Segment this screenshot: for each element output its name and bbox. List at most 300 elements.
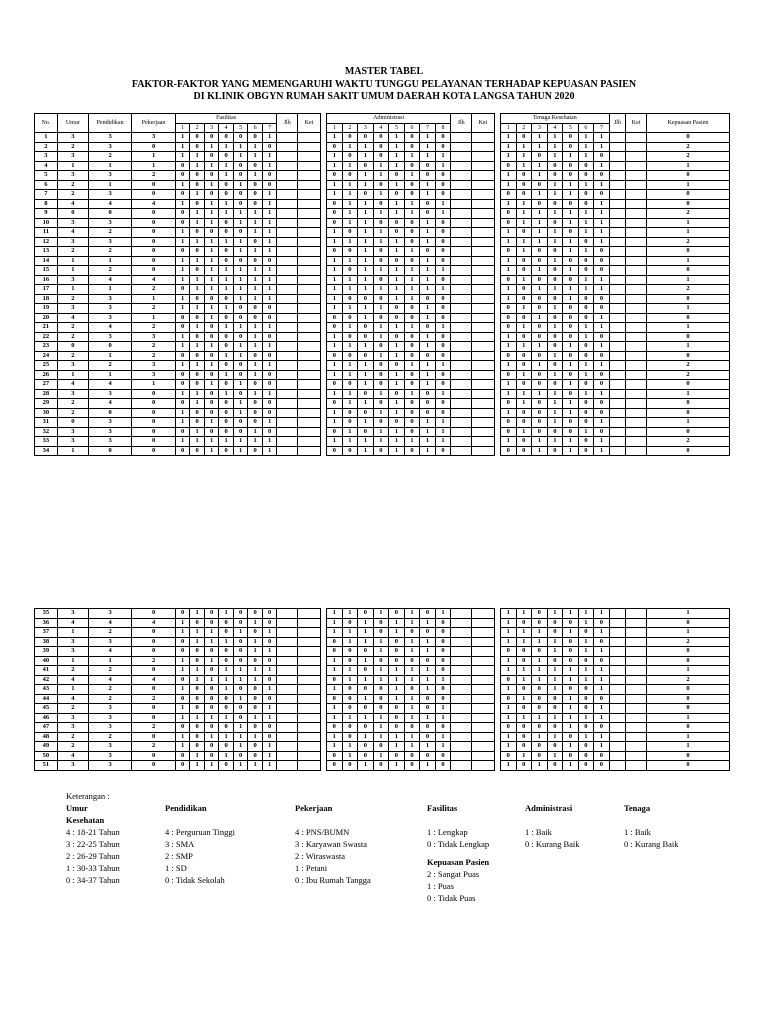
cell-fasilitas: 1 xyxy=(204,199,219,209)
cell-administrasi: 1 xyxy=(342,751,358,761)
cell-kepuasan-pasien: 0 xyxy=(646,408,729,418)
cell-fasilitas: 1 xyxy=(219,637,234,647)
cell-pekerjaan: 0 xyxy=(132,628,176,638)
cell-tenaga-kesehatan: 0 xyxy=(594,656,610,666)
cell-fasilitas: 1 xyxy=(248,437,263,447)
cell-ket xyxy=(472,237,495,247)
cell-ket xyxy=(626,427,647,437)
cell-ket xyxy=(626,133,647,143)
cell-fasilitas: 1 xyxy=(233,446,248,456)
cell-umur: 2 xyxy=(57,142,88,152)
table-row xyxy=(35,761,730,771)
cell-administrasi: 1 xyxy=(420,761,436,771)
cell-tenaga-kesehatan: 1 xyxy=(532,209,548,219)
cell-fasilitas: 0 xyxy=(175,323,190,333)
cell-fasilitas: 1 xyxy=(233,294,248,304)
cell-tenaga-kesehatan: 0 xyxy=(516,723,532,733)
cell-fasilitas: 1 xyxy=(204,380,219,390)
cell-administrasi: 1 xyxy=(389,351,405,361)
cell-fasilitas: 0 xyxy=(190,723,205,733)
cell-tenaga-kesehatan: 0 xyxy=(594,408,610,418)
cell-tenaga-kesehatan: 0 xyxy=(500,351,516,361)
cell-fasilitas: 1 xyxy=(175,256,190,266)
cell-fasilitas: 1 xyxy=(233,275,248,285)
cell-pekerjaan: 0 xyxy=(132,446,176,456)
cell-administrasi: 0 xyxy=(389,389,405,399)
cell-fasilitas: 1 xyxy=(219,351,234,361)
cell-tenaga-kesehatan: 1 xyxy=(532,342,548,352)
cell-administrasi: 1 xyxy=(373,609,389,619)
table-row xyxy=(35,647,730,657)
cell-no: 29 xyxy=(35,399,58,409)
table-row xyxy=(35,218,730,228)
cell-fasilitas: 1 xyxy=(175,237,190,247)
cell-kepuasan-pasien: 0 xyxy=(646,171,729,181)
cell-fasilitas: 0 xyxy=(204,742,219,752)
cell-kepuasan-pasien: 1 xyxy=(646,275,729,285)
cell-fasilitas: 0 xyxy=(204,152,219,162)
cell-tenaga-kesehatan: 1 xyxy=(532,266,548,276)
cell-jlh xyxy=(451,427,472,437)
cell-tenaga-kesehatan: 1 xyxy=(563,723,579,733)
legend-administrasi xyxy=(525,802,620,850)
cell-ket xyxy=(472,266,495,276)
cell-tenaga-kesehatan: 0 xyxy=(516,685,532,695)
cell-tenaga-kesehatan: 0 xyxy=(578,256,594,266)
cell-tenaga-kesehatan: 0 xyxy=(578,723,594,733)
cell-no: 48 xyxy=(35,732,58,742)
cell-jlh xyxy=(451,256,472,266)
table-row xyxy=(35,418,730,428)
cell-pekerjaan: 0 xyxy=(132,389,176,399)
cell-fasilitas: 0 xyxy=(175,675,190,685)
legend-pendidikan xyxy=(165,802,285,886)
cell-jlh xyxy=(277,399,298,409)
cell-administrasi: 0 xyxy=(342,171,358,181)
cell-tenaga-kesehatan: 1 xyxy=(563,446,579,456)
header-item-number: 5 xyxy=(389,123,405,133)
cell-administrasi: 0 xyxy=(327,637,343,647)
cell-ket xyxy=(471,618,494,628)
table-row xyxy=(35,751,730,761)
cell-fasilitas: 1 xyxy=(175,732,190,742)
cell-administrasi: 1 xyxy=(327,666,343,676)
cell-administrasi: 0 xyxy=(389,723,405,733)
cell-tenaga-kesehatan: 1 xyxy=(563,742,579,752)
cell-tenaga-kesehatan: 0 xyxy=(563,751,579,761)
cell-administrasi: 1 xyxy=(342,628,358,638)
cell-tenaga-kesehatan: 1 xyxy=(532,228,548,238)
cell-fasilitas: 0 xyxy=(248,380,263,390)
cell-administrasi: 0 xyxy=(342,685,358,695)
cell-administrasi: 1 xyxy=(404,637,420,647)
cell-kepuasan-pasien: 2 xyxy=(646,370,729,380)
cell-fasilitas: 0 xyxy=(233,190,248,200)
cell-fasilitas: 1 xyxy=(233,180,248,190)
cell-jlh xyxy=(609,332,626,342)
cell-tenaga-kesehatan: 0 xyxy=(578,704,594,714)
cell-administrasi: 1 xyxy=(358,418,374,428)
cell-kepuasan-pasien: 0 xyxy=(646,266,729,276)
cell-administrasi: 1 xyxy=(389,152,405,162)
cell-tenaga-kesehatan: 0 xyxy=(516,285,532,295)
cell-no: 24 xyxy=(35,351,58,361)
cell-tenaga-kesehatan: 1 xyxy=(578,609,594,619)
cell-umur: 3 xyxy=(57,723,88,733)
cell-pekerjaan: 3 xyxy=(132,133,176,143)
cell-administrasi: 1 xyxy=(389,285,405,295)
cell-ket xyxy=(626,361,647,371)
cell-ket xyxy=(626,732,647,742)
cell-pekerjaan: 2 xyxy=(132,723,176,733)
cell-no: 13 xyxy=(35,247,58,257)
cell-ket xyxy=(298,628,321,638)
cell-jlh xyxy=(451,237,472,247)
cell-tenaga-kesehatan: 1 xyxy=(563,361,579,371)
cell-tenaga-kesehatan: 0 xyxy=(516,133,532,143)
cell-administrasi: 0 xyxy=(327,761,343,771)
cell-umur: 4 xyxy=(57,618,88,628)
cell-administrasi: 0 xyxy=(358,408,374,418)
legend-umur xyxy=(66,802,166,886)
cell-tenaga-kesehatan: 0 xyxy=(516,294,532,304)
cell-ket xyxy=(472,256,495,266)
cell-tenaga-kesehatan: 0 xyxy=(532,694,548,704)
header-item-number: 2 xyxy=(342,123,358,133)
cell-fasilitas: 1 xyxy=(219,370,234,380)
cell-jlh xyxy=(451,418,472,428)
cell-jlh xyxy=(451,618,472,628)
cell-jlh xyxy=(277,313,298,323)
cell-jlh xyxy=(609,408,626,418)
cell-administrasi: 0 xyxy=(435,408,451,418)
cell-jlh xyxy=(277,342,298,352)
cell-jlh xyxy=(277,209,298,219)
cell-ket xyxy=(298,199,321,209)
cell-fasilitas: 1 xyxy=(219,161,234,171)
table-row xyxy=(35,713,730,723)
cell-tenaga-kesehatan: 0 xyxy=(594,247,610,257)
legend-umur-title: Umur xyxy=(66,803,88,813)
cell-administrasi: 1 xyxy=(358,380,374,390)
cell-fasilitas: 0 xyxy=(248,704,263,714)
cell-fasilitas: 1 xyxy=(248,332,263,342)
cell-tenaga-kesehatan: 0 xyxy=(563,323,579,333)
cell-jlh xyxy=(277,323,298,333)
cell-administrasi: 0 xyxy=(404,418,420,428)
cell-administrasi: 1 xyxy=(358,152,374,162)
cell-administrasi: 0 xyxy=(373,142,389,152)
cell-jlh xyxy=(277,237,298,247)
cell-ket xyxy=(626,618,647,628)
cell-tenaga-kesehatan: 1 xyxy=(500,685,516,695)
cell-jlh xyxy=(277,304,298,314)
cell-tenaga-kesehatan: 1 xyxy=(578,427,594,437)
table-row xyxy=(35,199,730,209)
cell-administrasi: 0 xyxy=(342,133,358,143)
cell-tenaga-kesehatan: 1 xyxy=(547,152,563,162)
cell-fasilitas: 0 xyxy=(219,723,234,733)
cell-tenaga-kesehatan: 1 xyxy=(516,609,532,619)
cell-jlh xyxy=(609,304,626,314)
cell-administrasi: 1 xyxy=(373,389,389,399)
cell-administrasi: 1 xyxy=(435,437,451,447)
cell-ket xyxy=(626,389,647,399)
cell-fasilitas: 0 xyxy=(248,313,263,323)
header-item-number: 2 xyxy=(190,123,205,133)
cell-administrasi: 1 xyxy=(389,342,405,352)
cell-tenaga-kesehatan: 0 xyxy=(578,190,594,200)
cell-tenaga-kesehatan: 0 xyxy=(578,685,594,695)
cell-administrasi: 0 xyxy=(389,637,405,647)
cell-administrasi: 1 xyxy=(373,437,389,447)
cell-administrasi: 1 xyxy=(404,389,420,399)
cell-tenaga-kesehatan: 0 xyxy=(532,742,548,752)
cell-ket xyxy=(472,285,495,295)
cell-jlh xyxy=(609,399,626,409)
cell-jlh xyxy=(609,618,626,628)
cell-umur: 2 xyxy=(57,408,88,418)
cell-administrasi: 1 xyxy=(358,171,374,181)
cell-administrasi: 0 xyxy=(420,408,436,418)
cell-administrasi: 1 xyxy=(389,408,405,418)
cell-ket xyxy=(298,704,321,714)
cell-tenaga-kesehatan: 1 xyxy=(500,142,516,152)
cell-administrasi: 1 xyxy=(389,427,405,437)
cell-fasilitas: 1 xyxy=(190,628,205,638)
cell-jlh xyxy=(451,751,472,761)
cell-administrasi: 1 xyxy=(404,247,420,257)
cell-ket xyxy=(298,437,321,447)
cell-administrasi: 0 xyxy=(435,351,451,361)
cell-fasilitas: 0 xyxy=(248,742,263,752)
cell-jlh xyxy=(609,732,626,742)
cell-administrasi: 1 xyxy=(420,618,436,628)
cell-fasilitas: 1 xyxy=(233,437,248,447)
cell-fasilitas: 1 xyxy=(219,609,234,619)
cell-ket xyxy=(626,418,647,428)
cell-no: 51 xyxy=(35,761,58,771)
cell-umur: 2 xyxy=(57,180,88,190)
cell-ket xyxy=(471,713,494,723)
cell-kepuasan-pasien: 0 xyxy=(646,190,729,200)
cell-administrasi: 1 xyxy=(327,713,343,723)
cell-tenaga-kesehatan: 1 xyxy=(594,732,610,742)
cell-administrasi: 0 xyxy=(342,408,358,418)
cell-fasilitas: 0 xyxy=(233,647,248,657)
cell-tenaga-kesehatan: 0 xyxy=(547,380,563,390)
cell-pendidikan: 3 xyxy=(88,133,132,143)
cell-pendidikan: 3 xyxy=(88,751,132,761)
cell-pekerjaan: 0 xyxy=(132,761,176,771)
cell-no: 9 xyxy=(35,209,58,219)
cell-administrasi: 0 xyxy=(342,446,358,456)
cell-pendidikan: 0 xyxy=(88,408,132,418)
cell-fasilitas: 1 xyxy=(262,209,277,219)
cell-tenaga-kesehatan: 1 xyxy=(563,399,579,409)
cell-administrasi: 0 xyxy=(373,380,389,390)
cell-fasilitas: 0 xyxy=(219,618,234,628)
cell-administrasi: 0 xyxy=(420,732,436,742)
cell-fasilitas: 1 xyxy=(262,218,277,228)
cell-tenaga-kesehatan: 1 xyxy=(578,218,594,228)
cell-tenaga-kesehatan: 0 xyxy=(516,266,532,276)
cell-jlh xyxy=(451,294,472,304)
cell-administrasi: 0 xyxy=(420,389,436,399)
cell-administrasi: 1 xyxy=(327,237,343,247)
cell-pendidikan: 3 xyxy=(88,723,132,733)
cell-administrasi: 1 xyxy=(404,609,420,619)
cell-tenaga-kesehatan: 1 xyxy=(547,637,563,647)
cell-administrasi: 0 xyxy=(389,751,405,761)
cell-tenaga-kesehatan: 0 xyxy=(594,294,610,304)
cell-fasilitas: 1 xyxy=(262,361,277,371)
cell-pekerjaan: 2 xyxy=(132,694,176,704)
cell-tenaga-kesehatan: 1 xyxy=(594,199,610,209)
cell-administrasi: 1 xyxy=(420,190,436,200)
cell-administrasi: 1 xyxy=(358,446,374,456)
cell-tenaga-kesehatan: 1 xyxy=(532,628,548,638)
cell-tenaga-kesehatan: 0 xyxy=(500,418,516,428)
cell-tenaga-kesehatan: 1 xyxy=(500,618,516,628)
cell-pendidikan: 4 xyxy=(88,618,132,628)
cell-jlh xyxy=(451,142,472,152)
cell-tenaga-kesehatan: 1 xyxy=(516,675,532,685)
cell-jlh xyxy=(451,666,472,676)
legend-fasilitas-title: Fasilitas xyxy=(427,803,458,813)
cell-jlh xyxy=(277,694,298,704)
cell-fasilitas: 1 xyxy=(175,418,190,428)
cell-fasilitas: 0 xyxy=(262,304,277,314)
cell-administrasi: 0 xyxy=(342,732,358,742)
cell-administrasi: 1 xyxy=(358,675,374,685)
cell-fasilitas: 0 xyxy=(190,313,205,323)
cell-fasilitas: 0 xyxy=(262,723,277,733)
cell-administrasi: 1 xyxy=(389,675,405,685)
cell-pendidikan: 1 xyxy=(88,180,132,190)
cell-fasilitas: 1 xyxy=(233,761,248,771)
cell-jlh xyxy=(277,351,298,361)
cell-administrasi: 1 xyxy=(373,171,389,181)
cell-fasilitas: 0 xyxy=(248,609,263,619)
cell-ket xyxy=(626,218,647,228)
cell-kepuasan-pasien: 1 xyxy=(646,609,729,619)
cell-tenaga-kesehatan: 1 xyxy=(594,209,610,219)
cell-fasilitas: 1 xyxy=(248,713,263,723)
cell-tenaga-kesehatan: 1 xyxy=(516,694,532,704)
cell-tenaga-kesehatan: 1 xyxy=(547,675,563,685)
cell-pekerjaan: 2 xyxy=(132,323,176,333)
cell-jlh xyxy=(609,351,626,361)
cell-fasilitas: 1 xyxy=(219,732,234,742)
cell-fasilitas: 1 xyxy=(175,628,190,638)
cell-pekerjaan: 0 xyxy=(132,713,176,723)
cell-pendidikan: 3 xyxy=(88,761,132,771)
cell-administrasi: 0 xyxy=(404,133,420,143)
cell-tenaga-kesehatan: 1 xyxy=(578,152,594,162)
cell-tenaga-kesehatan: 1 xyxy=(547,228,563,238)
cell-pendidikan: 2 xyxy=(88,694,132,704)
cell-fasilitas: 0 xyxy=(233,304,248,314)
cell-tenaga-kesehatan: 0 xyxy=(500,694,516,704)
cell-fasilitas: 1 xyxy=(190,751,205,761)
legend-pekerjaan-item: 0 : Ibu Rumah Tangga xyxy=(295,875,371,885)
cell-ket xyxy=(472,389,495,399)
table-row xyxy=(35,180,730,190)
cell-tenaga-kesehatan: 0 xyxy=(547,723,563,733)
cell-administrasi: 1 xyxy=(358,361,374,371)
cell-fasilitas: 1 xyxy=(175,713,190,723)
cell-administrasi: 0 xyxy=(435,133,451,143)
header-tenaga-kesehatan: Tenaga Kesehatan xyxy=(500,114,609,124)
cell-ket xyxy=(626,399,647,409)
cell-umur: 4 xyxy=(57,313,88,323)
cell-administrasi: 0 xyxy=(373,361,389,371)
cell-tenaga-kesehatan: 1 xyxy=(563,704,579,714)
cell-tenaga-kesehatan: 1 xyxy=(578,675,594,685)
cell-jlh xyxy=(277,609,298,619)
cell-ket xyxy=(298,228,321,238)
cell-fasilitas: 1 xyxy=(262,161,277,171)
cell-administrasi: 1 xyxy=(358,637,374,647)
legend-tenaga-item: 1 : Baik xyxy=(624,827,651,837)
cell-administrasi: 0 xyxy=(435,180,451,190)
cell-jlh xyxy=(609,637,626,647)
cell-kepuasan-pasien: 0 xyxy=(646,380,729,390)
cell-tenaga-kesehatan: 1 xyxy=(532,361,548,371)
cell-kepuasan-pasien: 0 xyxy=(646,351,729,361)
cell-jlh xyxy=(609,609,626,619)
cell-tenaga-kesehatan: 0 xyxy=(563,647,579,657)
cell-jlh xyxy=(451,266,472,276)
legend-administrasi-item: 1 : Baik xyxy=(525,827,552,837)
cell-fasilitas: 0 xyxy=(190,656,205,666)
cell-umur: 1 xyxy=(57,370,88,380)
cell-fasilitas: 1 xyxy=(233,399,248,409)
cell-administrasi: 1 xyxy=(327,152,343,162)
cell-pendidikan: 3 xyxy=(88,437,132,447)
cell-tenaga-kesehatan: 0 xyxy=(594,256,610,266)
cell-jlh xyxy=(451,685,472,695)
cell-jlh xyxy=(609,446,626,456)
cell-no: 5 xyxy=(35,171,58,181)
cell-administrasi: 0 xyxy=(404,761,420,771)
cell-fasilitas: 1 xyxy=(233,342,248,352)
cell-fasilitas: 0 xyxy=(219,294,234,304)
cell-tenaga-kesehatan: 1 xyxy=(500,732,516,742)
cell-administrasi: 0 xyxy=(420,751,436,761)
legend-fasilitas-item: 0 : Tidak Lengkap xyxy=(427,839,490,849)
cell-fasilitas: 0 xyxy=(204,190,219,200)
cell-administrasi: 0 xyxy=(373,446,389,456)
header-ket: Ket xyxy=(626,114,647,133)
cell-tenaga-kesehatan: 0 xyxy=(500,275,516,285)
cell-ket xyxy=(626,437,647,447)
cell-pekerjaan: 2 xyxy=(132,742,176,752)
cell-administrasi: 1 xyxy=(420,275,436,285)
cell-umur: 2 xyxy=(57,247,88,257)
cell-tenaga-kesehatan: 0 xyxy=(578,380,594,390)
cell-jlh xyxy=(451,446,472,456)
cell-tenaga-kesehatan: 0 xyxy=(563,313,579,323)
cell-administrasi: 0 xyxy=(404,218,420,228)
cell-tenaga-kesehatan: 0 xyxy=(563,256,579,266)
cell-jlh xyxy=(609,380,626,390)
cell-tenaga-kesehatan: 1 xyxy=(516,237,532,247)
cell-ket xyxy=(626,675,647,685)
cell-tenaga-kesehatan: 1 xyxy=(563,666,579,676)
cell-administrasi: 1 xyxy=(342,304,358,314)
